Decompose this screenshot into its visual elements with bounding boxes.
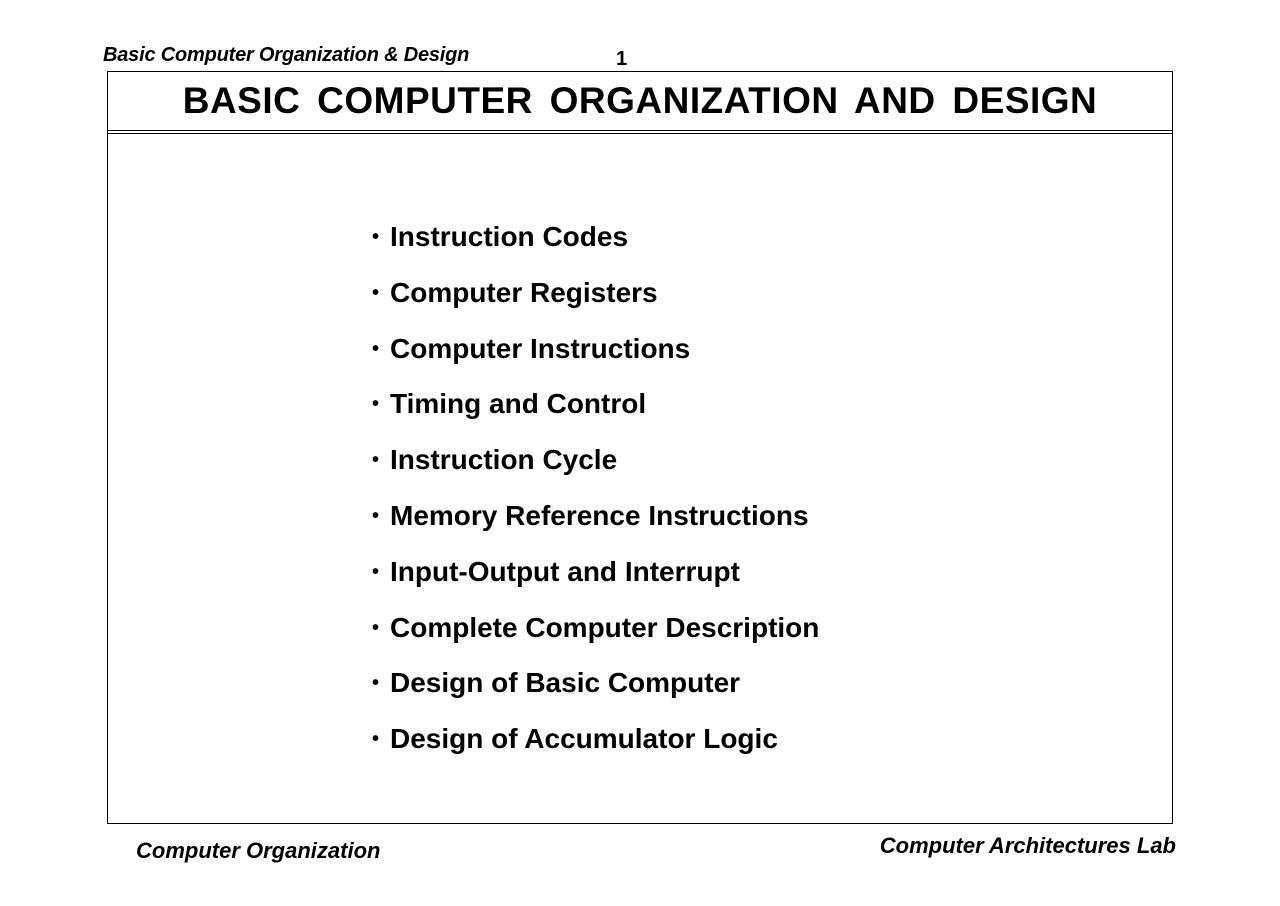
page-number: 1 [616,48,628,70]
bullet-icon: • [372,672,380,695]
slide-title: BASIC COMPUTER ORGANIZATION AND DESIGN [182,80,1098,121]
list-item [372,666,819,722]
running-header-title: Basic Computer Organization & Design [103,44,470,66]
list-item [372,499,819,555]
list-item [372,276,819,332]
topic-label: Computer Instructions [390,332,691,364]
bullet-icon: • [372,504,380,527]
bullet-icon: • [372,337,380,360]
list-item [372,443,819,499]
topic-label: Instruction Cycle [390,444,618,476]
bullet-icon: • [372,226,380,248]
topic-label: Design of Accumulator Logic [390,723,778,755]
topic-list [372,220,819,778]
topic-label: Timing and Control [390,388,647,420]
list-item [372,332,819,388]
footer-course-name: Computer Organization [136,838,381,863]
list-item [372,722,819,778]
topic-label: Complete Computer Description [390,611,820,643]
bullet-icon: • [372,281,380,304]
topic-label: Computer Registers [390,276,658,308]
bullet-icon: • [372,560,380,583]
bullet-icon: • [372,616,380,639]
list-item [372,611,819,667]
slide-frame [107,71,1173,824]
topic-label: Design of Basic Computer [390,667,741,699]
slide-title-bar [108,72,1172,134]
footer-lab-name: Computer Architectures Lab [879,833,1176,858]
topic-label: Input-Output and Interrupt [390,555,740,587]
topic-label: Instruction Codes [390,221,629,252]
list-item [372,220,819,276]
list-item [372,555,819,611]
list-item [372,387,819,443]
bullet-icon: • [372,728,380,751]
bullet-icon: • [372,449,380,472]
topic-label: Memory Reference Instructions [390,499,809,531]
bullet-icon: • [372,393,380,416]
